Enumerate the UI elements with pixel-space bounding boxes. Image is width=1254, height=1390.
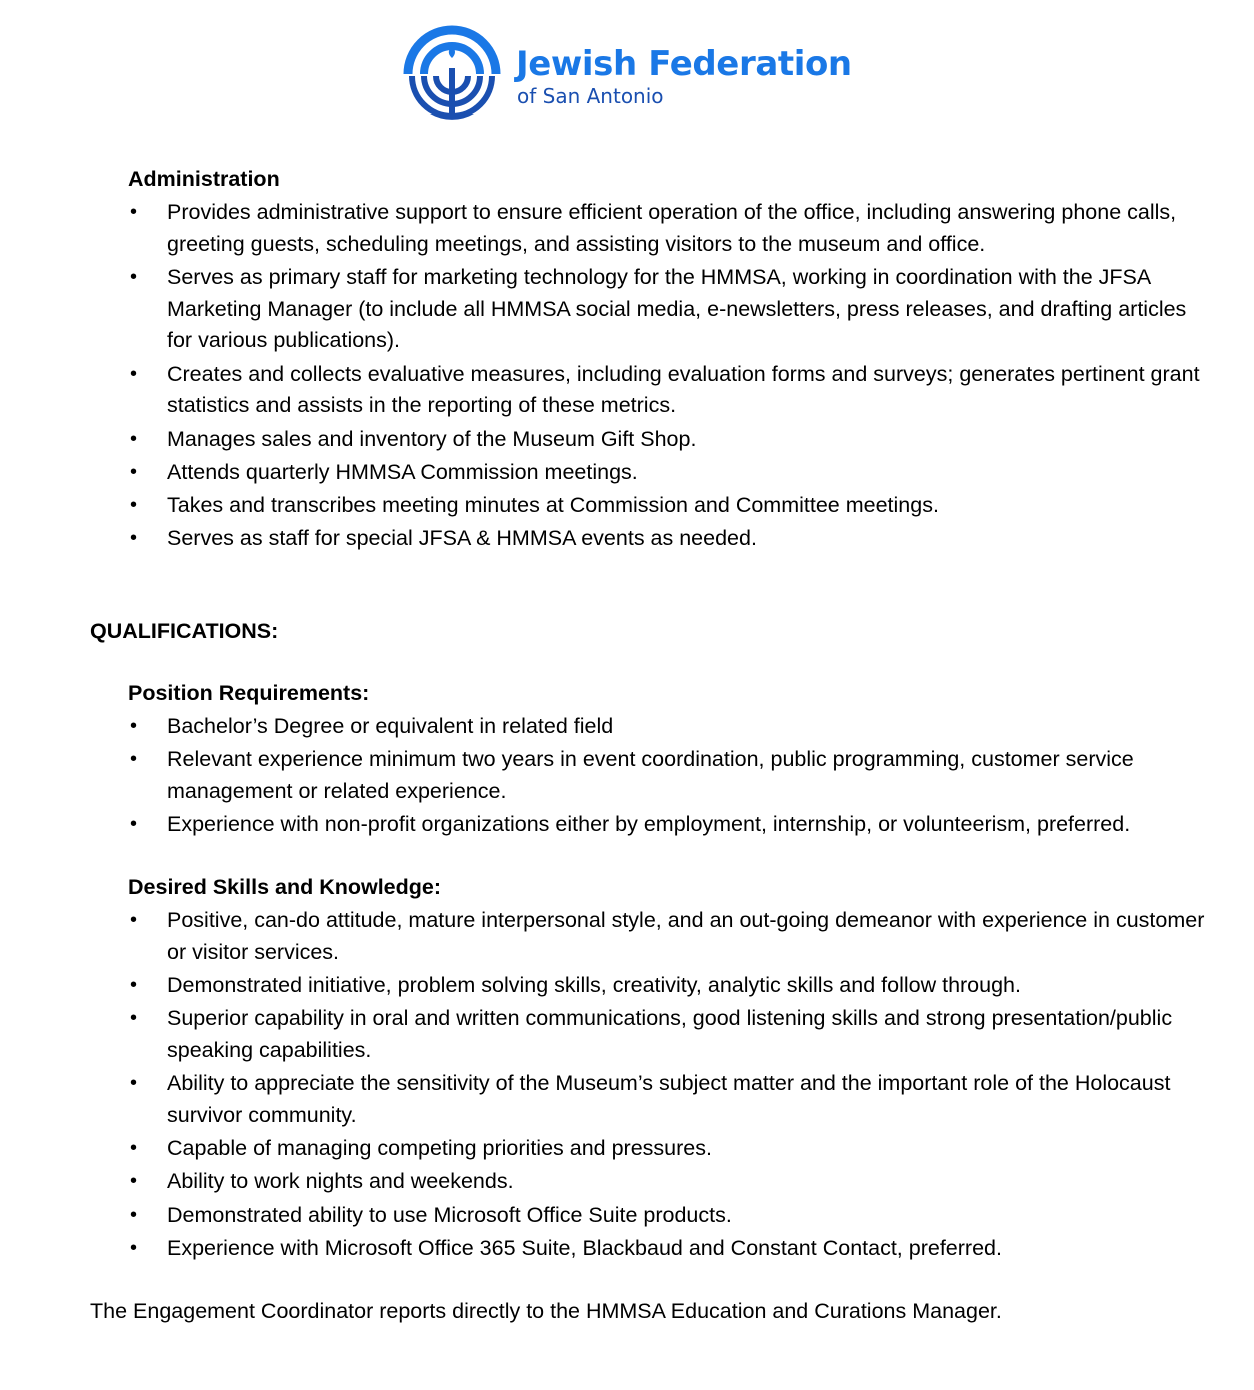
list-item: • Positive, can-do attitude, mature interpersonal style, and an out-going demeanor with experience in customer or visitor services.: [90, 905, 1210, 969]
administration-list: [90, 197, 1210, 555]
list-item: • Manages sales and inventory of the Museum Gift Shop.: [90, 424, 1210, 456]
bullet-icon: •: [130, 527, 138, 550]
list-item: • Creates and collects evaluative measures, including evaluation forms and surveys; generates pertinent grant statistics and assists in the reporting of these metrics.: [90, 359, 1210, 423]
position-requirements-heading: Position Requirements:: [128, 681, 370, 706]
list-item: • Experience with Microsoft Office 365 Suite, Blackbaud and Constant Contact, preferred.: [90, 1233, 1210, 1265]
bullet-icon: •: [130, 1007, 138, 1030]
org-subtitle: of San Antonio: [517, 84, 664, 108]
desired-skills-heading: Desired Skills and Knowledge:: [128, 875, 442, 900]
bullet-icon: •: [130, 493, 138, 516]
bullet-icon: •: [130, 813, 138, 836]
bullet-icon: •: [130, 1137, 138, 1160]
requirements-list: [90, 711, 1210, 841]
org-name: Jewish Federation: [516, 44, 852, 84]
list-item: • Relevant experience minimum two years in event coordination, public programming, customer service management or related experience.: [90, 744, 1210, 808]
skills-list: [90, 905, 1210, 1265]
document-body: [90, 164, 1210, 1328]
bullet-icon: •: [130, 1203, 138, 1226]
qualifications-heading: QUALIFICATIONS:: [90, 619, 279, 644]
list-item: • Demonstrated ability to use Microsoft Office Suite products.: [90, 1200, 1210, 1232]
list-item: • Bachelor’s Degree or equivalent in related field: [90, 711, 1210, 743]
bullet-icon: •: [130, 909, 138, 932]
list-item: • Capable of managing competing priorities and pressures.: [90, 1133, 1210, 1165]
list-item: • Attends quarterly HMMSA Commission meetings.: [90, 457, 1210, 489]
list-item: • Superior capability in oral and written communications, good listening skills and strong presentation/public speaking capabilities.: [90, 1003, 1210, 1067]
list-item: • Serves as primary staff for marketing technology for the HMMSA, working in coordination with the JFSA Marketing Manager (to include all HMMSA social media, e-newsletters, press releases, and drafting articles for various publications).: [90, 262, 1210, 357]
list-item: • Provides administrative support to ensure efficient operation of the office, including answering phone calls, greeting guests, scheduling meetings, and assisting visitors to the museum and office.: [90, 197, 1210, 261]
bullet-icon: •: [130, 460, 138, 483]
list-item: • Takes and transcribes meeting minutes at Commission and Committee meetings.: [90, 490, 1210, 522]
bullet-icon: •: [130, 1072, 138, 1095]
page-header: [400, 16, 860, 120]
bullet-icon: •: [130, 427, 138, 450]
list-item: • Demonstrated initiative, problem solving skills, creativity, analytic skills and follow through.: [90, 970, 1210, 1002]
bullet-icon: •: [130, 1170, 138, 1193]
list-item: • Serves as staff for special JFSA & HMMSA events as needed.: [90, 523, 1210, 555]
bullet-icon: •: [130, 1236, 138, 1259]
list-item: • Ability to work nights and weekends.: [90, 1166, 1210, 1198]
bullet-icon: •: [130, 714, 138, 737]
reporting-statement: The Engagement Coordinator reports directly to the HMMSA Education and Curations Manager.: [90, 1298, 1002, 1323]
bullet-icon: •: [130, 748, 138, 771]
menorah-logo-icon: [400, 16, 504, 120]
bullet-icon: •: [130, 200, 138, 223]
bullet-icon: •: [130, 265, 138, 288]
list-item: • Ability to appreciate the sensitivity of the Museum’s subject matter and the important role of the Holocaust survivor community.: [90, 1068, 1210, 1132]
list-item: • Experience with non-profit organizations either by employment, internship, or volunteerism, preferred.: [90, 809, 1210, 841]
bullet-icon: •: [130, 974, 138, 997]
bullet-icon: •: [130, 362, 138, 385]
administration-heading: Administration: [128, 167, 280, 191]
